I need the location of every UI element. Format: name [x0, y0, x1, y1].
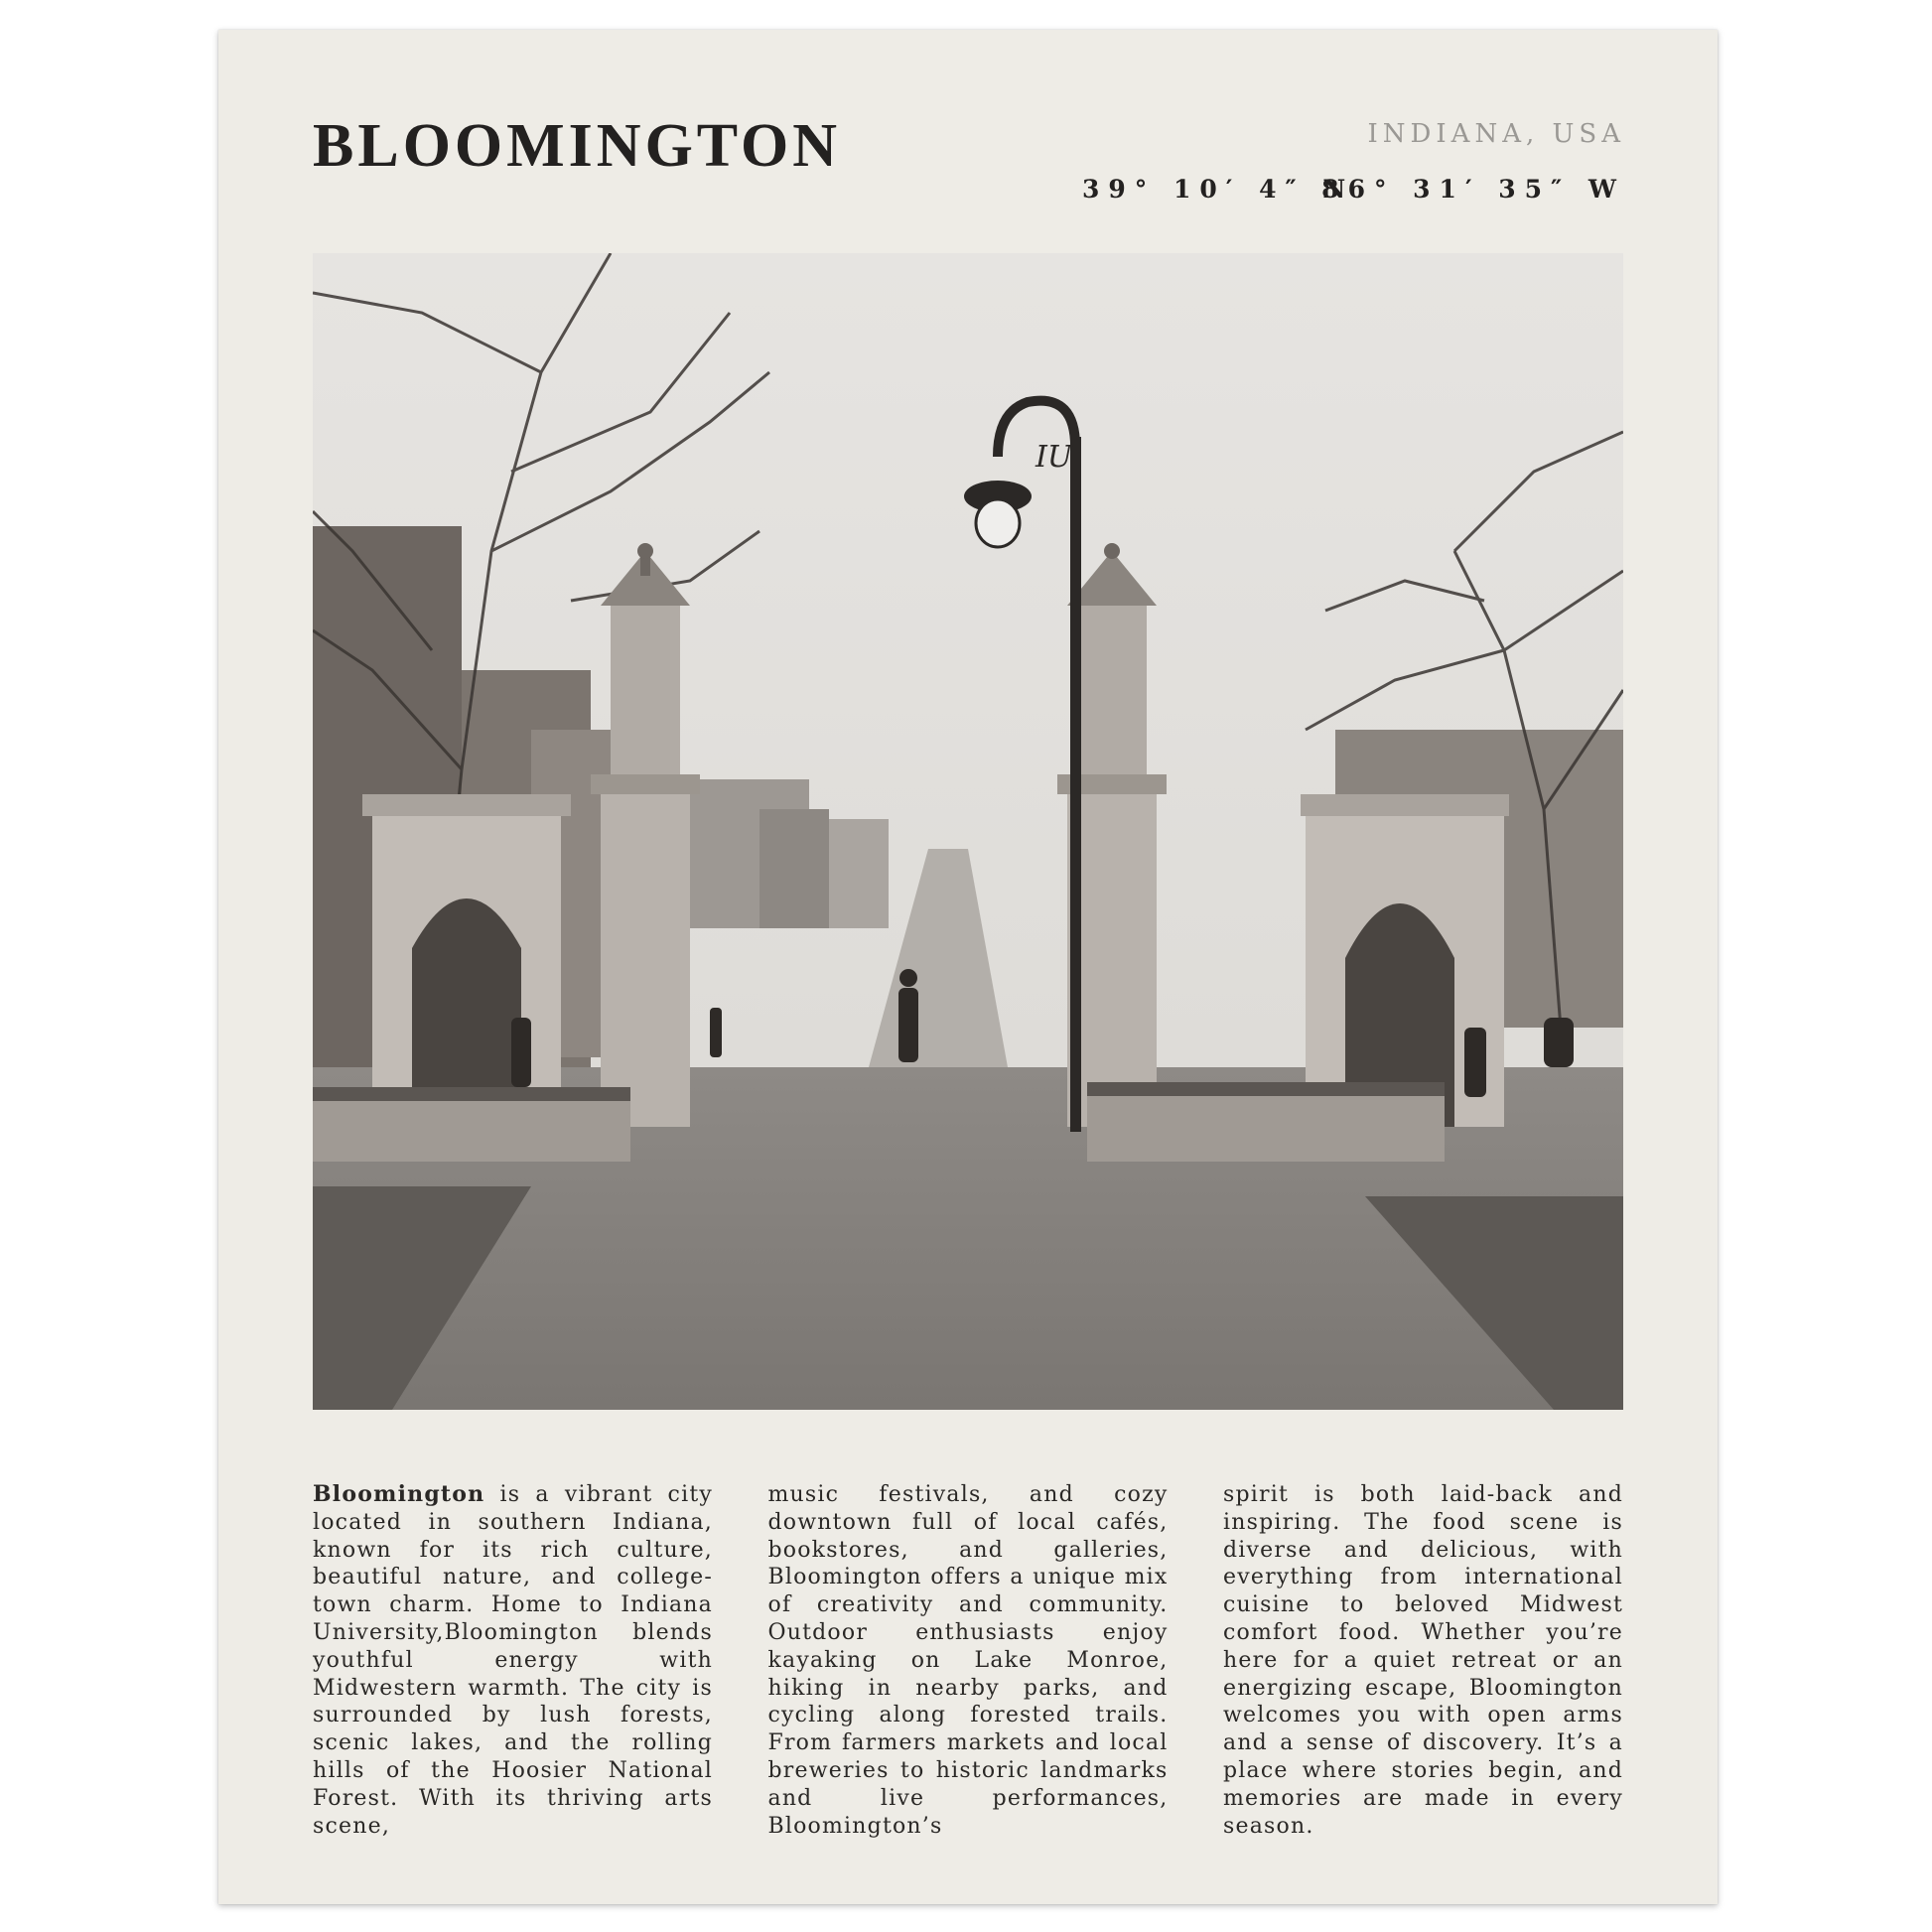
description-column-3: spirit is both laid-back and inspiring. The food scene is diverse and delicious, with everything from international cuisine to beloved Midwest comfort food. Whether you’re here for a quiet retreat or an energizing escape, Bloomington welcomes you with open arms and a sense of discovery. It’s a place where stories begin, and memories are made in every season.: [1223, 1482, 1623, 1839]
description-column-1: [313, 1481, 713, 1840]
city-title: BLOOMINGTON: [313, 112, 842, 180]
region-label: INDIANA, USA: [1367, 119, 1625, 149]
travel-poster: [218, 30, 1718, 1904]
latitude-label: 39° 10′ 4″ N: [1082, 175, 1355, 204]
description-lead: Bloomington: [313, 1481, 485, 1507]
longitude-label: 86° 31′ 35″ W: [1321, 175, 1625, 204]
campus-gates-photo: [313, 253, 1623, 1410]
photo-illustration: [313, 253, 1623, 1410]
description-columns: [313, 1481, 1623, 1840]
lamp-monogram: IU: [1035, 440, 1073, 475]
description-text-1: is a vibrant city located in southern Indiana, known for its rich culture, beautiful nature, and college-town charm. Home to Indiana University,Bloomington blends youthful energy with Midwestern warmth. The city is surrounded by lush forests, scenic lakes, and the rolling hills of the Hoosier National Forest. With its thriving arts scene,: [313, 1482, 713, 1839]
description-column-2: music festivals, and cozy downtown full of local cafés, bookstores, and galleries, Bloomington offers a unique mix of creativity and community. Outdoor enthusiasts enjoy kayaking on Lake Monroe, hiking in nearby parks, and cycling along forested trails. From farmers markets and local breweries to historic landmarks and live performances, Bloomington’s: [767, 1482, 1169, 1839]
